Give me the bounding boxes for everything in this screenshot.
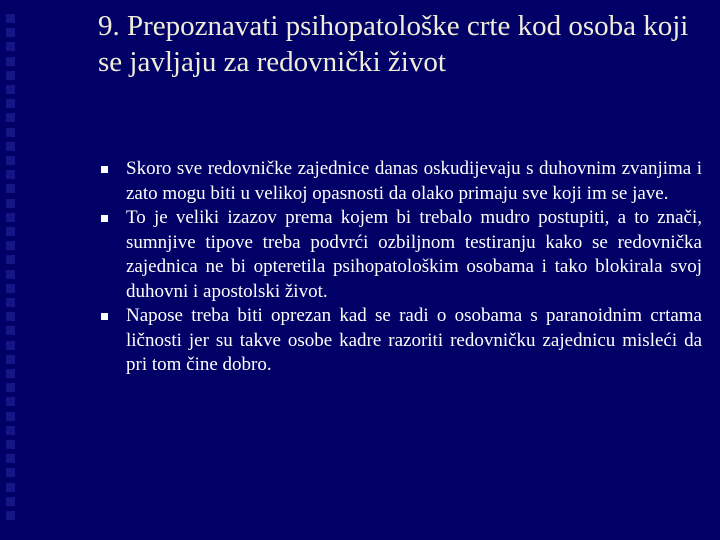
decorative-square bbox=[6, 14, 15, 23]
decorative-square bbox=[6, 412, 15, 421]
decorative-square bbox=[6, 270, 15, 279]
decorative-square bbox=[6, 426, 15, 435]
decorative-square bbox=[6, 383, 15, 392]
decorative-square bbox=[6, 369, 15, 378]
decorative-square bbox=[6, 497, 15, 506]
decorative-square bbox=[6, 42, 15, 51]
bullet-text: Napose treba biti oprezan kad se radi o osobama s paranoidnim crtama ličnosti jer su takve osobe kadre razoriti redovničku zajednicu misleći da pri tom čine dobro. bbox=[126, 305, 702, 375]
decorative-square bbox=[6, 57, 15, 66]
decorative-square bbox=[6, 511, 15, 520]
bullet-text: Skoro sve redovničke zajednice danas oskudijevaju s duhovnim zvanjima i zato mogu biti u velikoj opasnosti da olako primaju sve koji im se jave. bbox=[126, 158, 702, 204]
bullet-text: To je veliki izazov prema kojem bi trebalo mudro postupiti, a to znači, sumnjive tipove treba podvrći ozbiljnom testiranju kako se redovnička zajednica ne bi opteretila psihopatološkim osobama i tako blokirala svoj duhovni i apostolski život. bbox=[126, 207, 702, 302]
decorative-square bbox=[6, 440, 15, 449]
decorative-square bbox=[6, 184, 15, 193]
decorative-square bbox=[6, 85, 15, 94]
bullet-item bbox=[100, 304, 702, 378]
decorative-square bbox=[6, 170, 15, 179]
decorative-square bbox=[6, 71, 15, 80]
decorative-square bbox=[6, 255, 15, 264]
decorative-square bbox=[6, 284, 15, 293]
slide-title: 9. Prepoznavati psihopatološke crte kod osoba koji se javljaju za redovnički život bbox=[98, 10, 689, 78]
bullet-list bbox=[100, 157, 702, 378]
bullet-item bbox=[100, 157, 702, 206]
decorative-square bbox=[6, 99, 15, 108]
decorative-square bbox=[6, 312, 15, 321]
decorative-square bbox=[6, 397, 15, 406]
decorative-square bbox=[6, 298, 15, 307]
decorative-square bbox=[6, 128, 15, 137]
square-bullet-icon bbox=[101, 166, 108, 173]
decorative-square bbox=[6, 454, 15, 463]
square-bullet-icon bbox=[101, 313, 108, 320]
decorative-square bbox=[6, 341, 15, 350]
decorative-square bbox=[6, 355, 15, 364]
decorative-square bbox=[6, 28, 15, 37]
decorative-square bbox=[6, 113, 15, 122]
decorative-square bbox=[6, 156, 15, 165]
decorative-square bbox=[6, 199, 15, 208]
decorative-square bbox=[6, 468, 15, 477]
decorative-square bbox=[6, 241, 15, 250]
bullet-item bbox=[100, 206, 702, 304]
decorative-square bbox=[6, 213, 15, 222]
decorative-square bbox=[6, 483, 15, 492]
decorative-square-column bbox=[0, 0, 24, 540]
square-bullet-icon bbox=[101, 215, 108, 222]
decorative-square bbox=[6, 142, 15, 151]
decorative-square bbox=[6, 227, 15, 236]
decorative-square bbox=[6, 326, 15, 335]
